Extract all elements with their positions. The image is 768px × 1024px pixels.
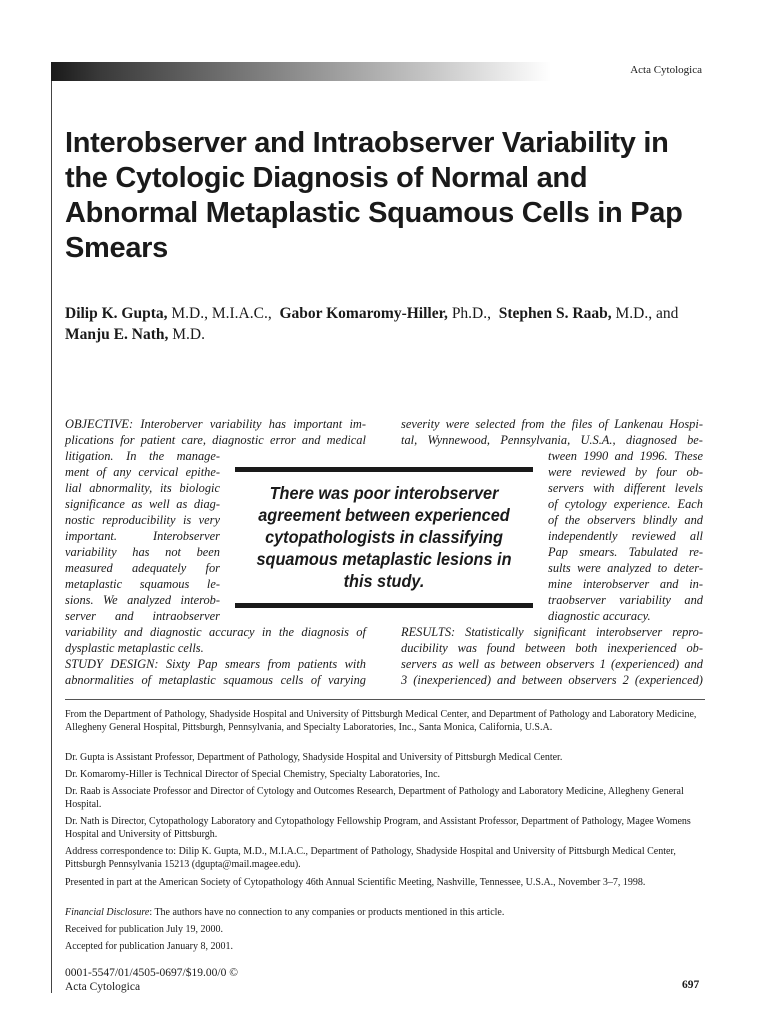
abstract-line: diagnostic accuracy. [548,609,651,623]
abstract-line: nostic reproducibility is very [65,513,220,527]
footnote-nath: Dr. Nath is Director, Cytopathology Laboratory and Cytopathology Fellowship Program, and Assistant Professor, Department of Pathology, Magee Womens Hospital and University of Pittsburgh. [65,816,691,840]
abstract-line: plications for patient care, diagnostic error and medical [65,433,366,447]
abstract-line: variability has not been [65,545,220,559]
abstract-line: mine interobserver and in- [548,577,703,591]
abstract-line: measured adequately for [65,561,220,575]
abstract-line: litigation. In the manage- [65,449,220,463]
article-code: 0001-5547/01/4505-0697/$19.00/0 © [65,967,238,979]
left-margin-rule [51,81,52,993]
author-degrees: M.D., M.I.A.C., [171,305,272,322]
abstract-line: server and intraobserver [65,609,220,623]
abstract-line: servers as well as between observers 1 (experienced) and [401,657,703,671]
abstract-line: Pap smears. Tabulated re- [548,545,703,559]
pull-quote-bottom-rule [235,603,533,608]
authors [65,303,705,345]
page-number: 697 [682,979,700,991]
author-name: Stephen S. Raab, [498,305,612,322]
abstract-line: were reviewed by four ob- [548,465,703,479]
footnote-received: Received for publication July 19, 2000. [65,924,224,935]
abstract-line: traobserver variability and [548,593,703,607]
financial-disclosure-label: Financial Disclosure [65,907,150,918]
author-name: Dilip K. Gupta, [65,305,168,322]
abstract-line: severity were selected from the files of Lankenau Hospi- [401,417,703,431]
footnote-raab: Dr. Raab is Associate Professor and Director of Cytology and Outcomes Research, Department of Pathology and Laboratory Medicine, Allegheny General Hospital. [65,786,684,810]
footnote-komaromy-hiller: Dr. Komaromy-Hiller is Technical Director of Special Chemistry, Specialty Laboratories, Inc. [65,769,441,780]
header-gradient-bar [51,62,551,81]
abstract-line: of cytology experience. Each [548,497,703,511]
footnote-separator [65,699,705,700]
abstract-line: ment of any cervical epithe- [65,465,220,479]
abstract-line: tal, Wynnewood, Pennsylvania, U.S.A., diagnosed be- [401,433,703,447]
journal-header: Acta Cytologica [630,64,702,76]
abstract-line: sions. We analyzed interob- [65,593,220,607]
footnote-financial-disclosure [65,907,705,920]
author-name: Manju E. Nath, [65,326,169,343]
abstract-line: tween 1990 and 1996. These [548,449,703,463]
abstract-line: abnormalities of metaplastic squamous cells of varying [65,673,366,687]
author-degrees: M.D., and [615,305,679,322]
footnote-accepted: Accepted for publication January 8, 2001. [65,941,234,952]
abstract-line: lial abnormality, its biologic [65,481,220,495]
abstract-line: servers with different levels [548,481,703,495]
abstract-line: of the observers blindly and [548,513,703,527]
author-name: Gabor Komaromy-Hiller, [279,305,448,322]
footnote-affiliation: From the Department of Pathology, Shadyside Hospital and University of Pittsburgh Medical Center, and Department of Pathology and Laboratory Medicine, Allegheny General Hospital, Pittsburgh, Pennsylvania, and Specialty Laboratories, Inc., Santa Monica, California, U.S.A. [65,709,697,733]
abstract-line: 3 (inexperienced) and between observers 2 (experienced) [401,673,703,687]
article-title: Interobserver and Intraobserver Variability in the Cytologic Diagnosis of Normal and Abnormal Metaplastic Squamous Cells in Pap Smears [65,127,683,264]
pull-quote: There was poor interobserver agreement between experienced cytopathologists in classifying squamous metaplastic lesions in this study. [256,483,512,591]
footnote-gupta: Dr. Gupta is Assistant Professor, Department of Pathology, Shadyside Hospital and University of Pittsburgh Medical Center. [65,752,563,763]
author-degrees: Ph.D., [451,305,492,322]
abstract-line: STUDY DESIGN: Sixty Pap smears from patients with [65,657,366,671]
abstract-line: ducibility was found between both inexperienced ob- [401,641,703,655]
author-degrees: M.D. [172,326,205,343]
abstract-line: OBJECTIVE: Interoberver variability has important im- [65,417,366,431]
abstract-line: important. Interobserver [65,529,220,543]
abstract-line: RESULTS: Statistically significant interobserver repro- [401,625,703,639]
pull-quote-top-rule [235,467,533,472]
financial-disclosure-text: : The authors have no connection to any companies or products mentioned in this article. [149,907,505,918]
footnote-presented: Presented in part at the American Society of Cytopathology 46th Annual Scientific Meeting, Nashville, Tennessee, U.S.A., November 3–7, 1998. [65,877,646,888]
footnote-correspondence: Address correspondence to: Dilip K. Gupta, M.D., M.I.A.C., Department of Pathology, Shadyside Hospital and University of Pittsburgh Medical Center, Pittsburgh Pennsylvania 15213 (dgupta@mail.magee.edu). [65,846,676,870]
abstract-line: metaplastic squamous le- [65,577,220,591]
journal-footer: Acta Cytologica [65,981,141,993]
abstract-line: sults were analyzed to deter- [548,561,703,575]
abstract-line: significance as well as diag- [65,497,220,511]
abstract-line: dysplastic metaplastic cells. [65,641,204,655]
abstract-line: independently reviewed all [548,529,703,543]
abstract-line: variability and diagnostic accuracy in the diagnosis of [65,625,366,639]
